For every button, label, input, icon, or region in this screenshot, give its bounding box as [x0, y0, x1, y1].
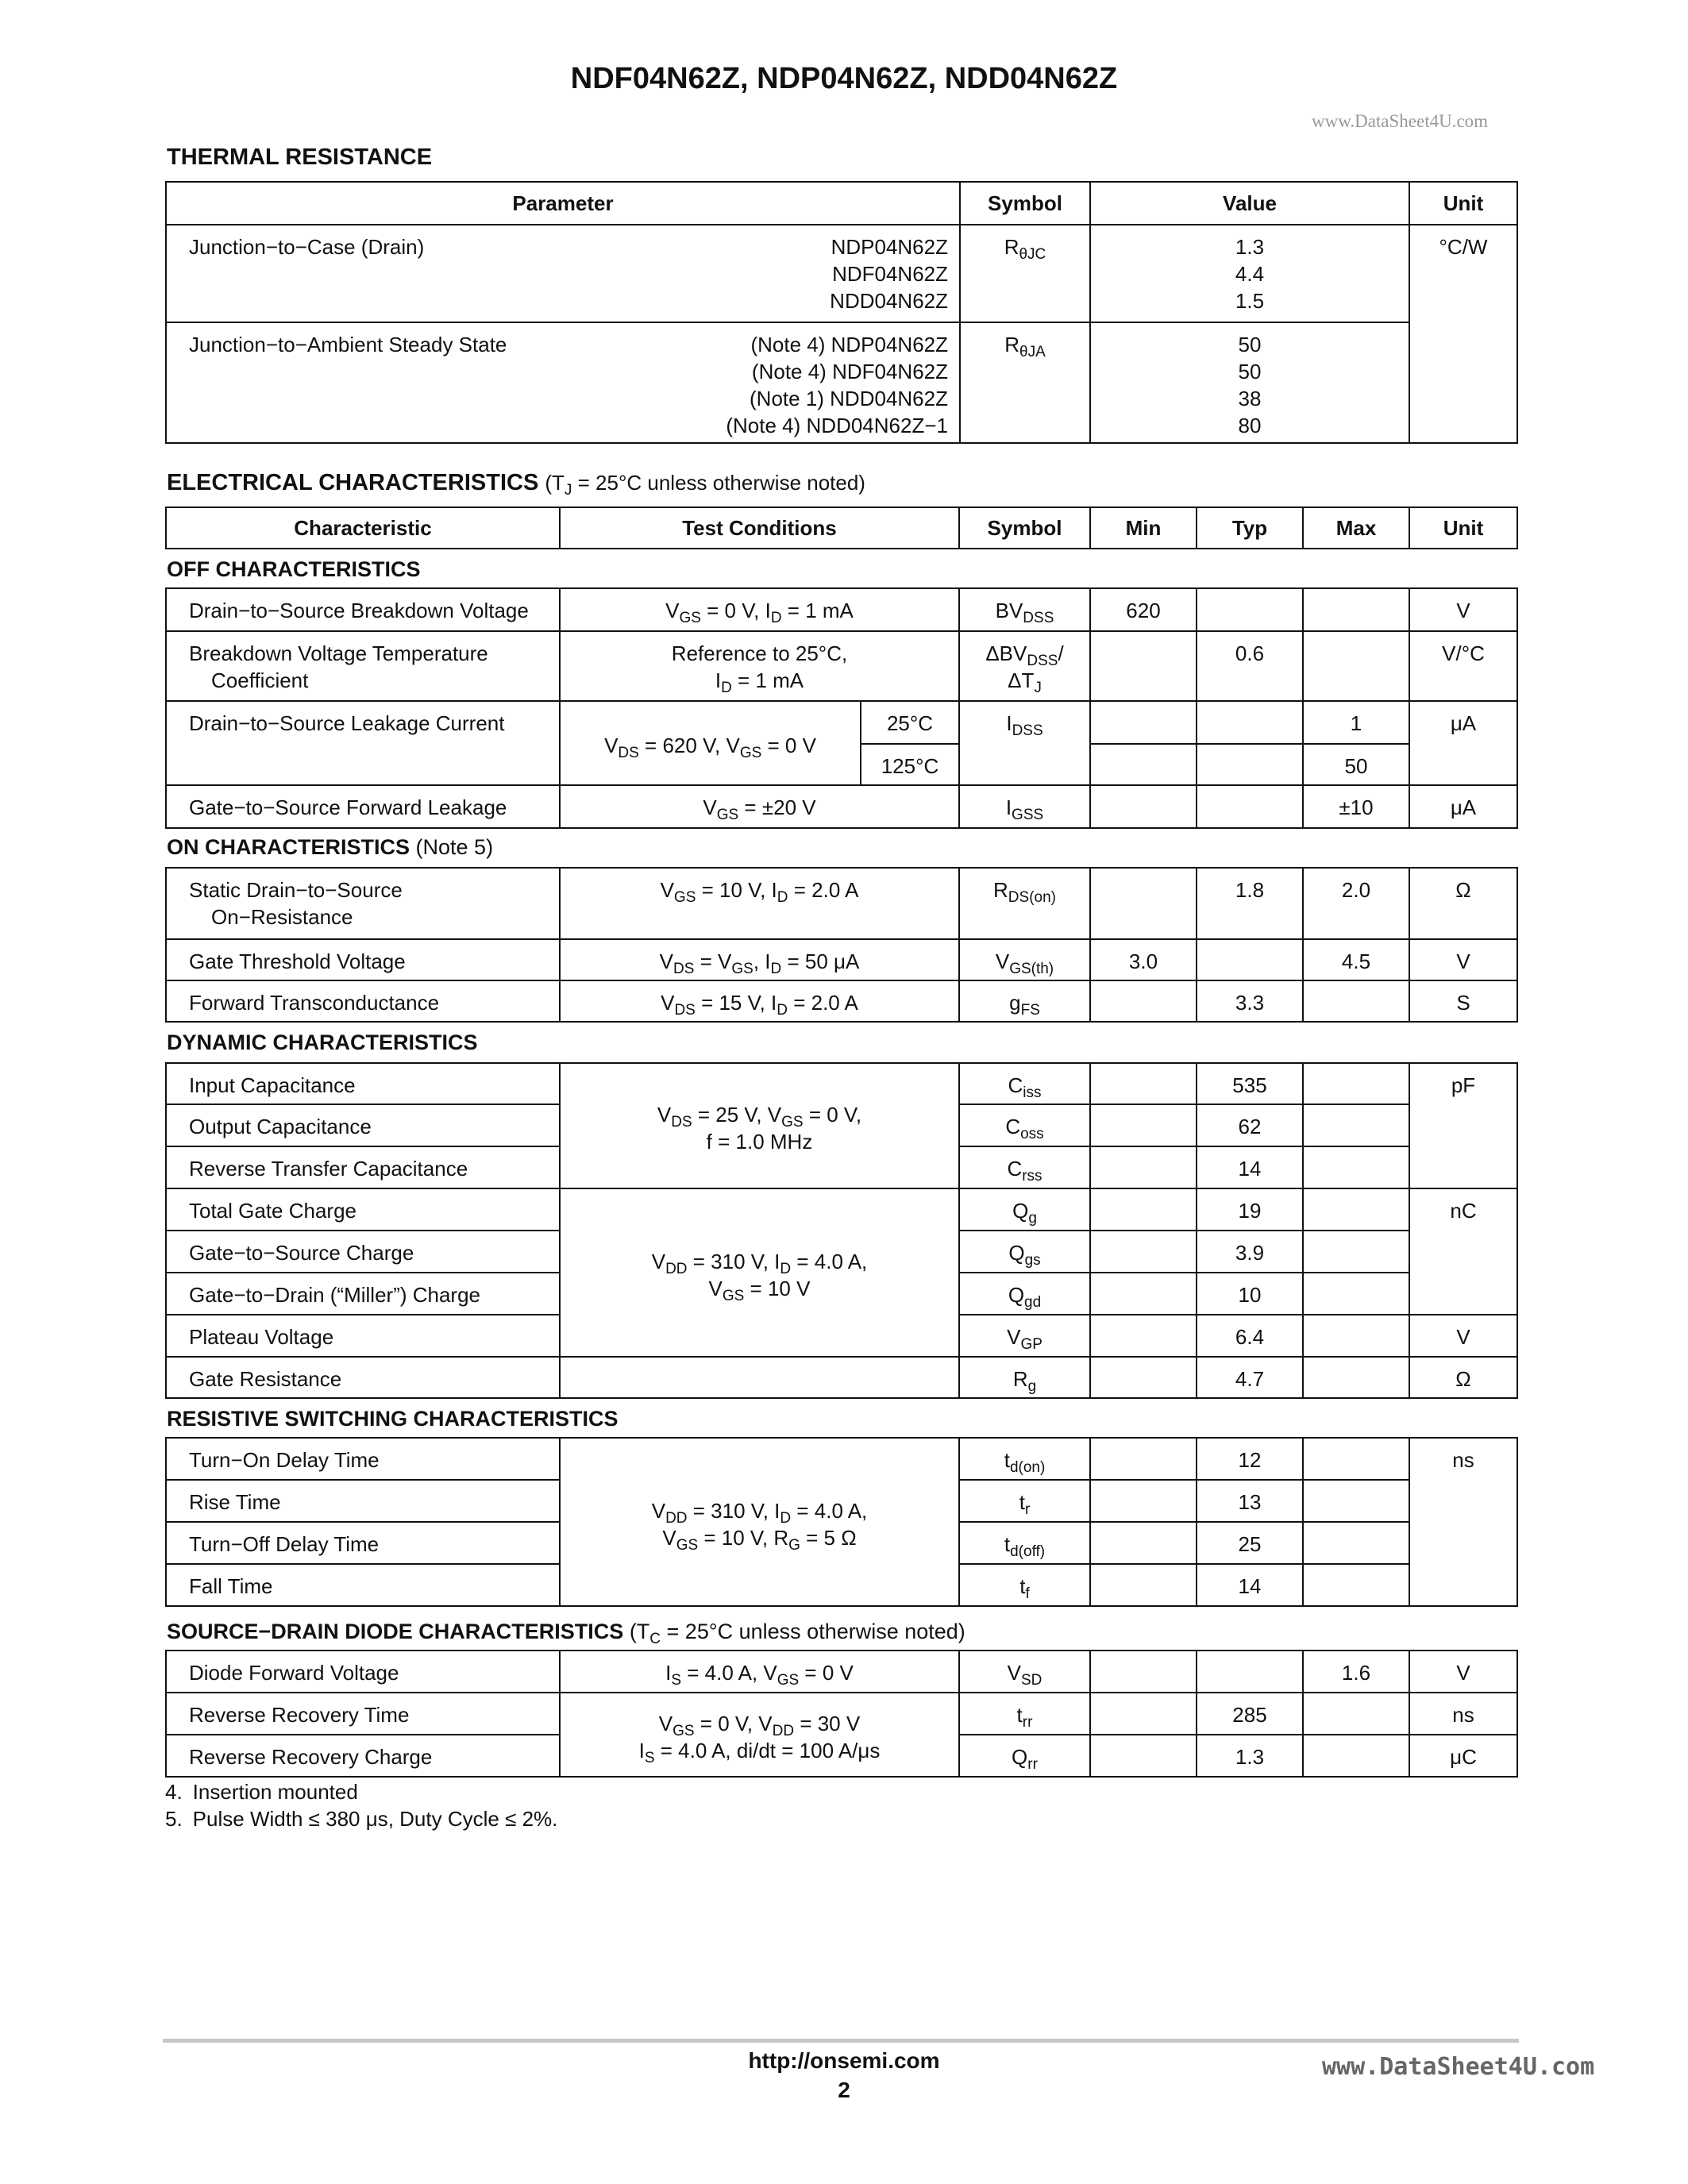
trr-name: Reverse Recovery Time	[166, 1693, 560, 1735]
dynamic-characteristics-title: DYNAMIC CHARACTERISTICS	[167, 1030, 478, 1054]
vth-max: 4.5	[1303, 939, 1409, 980]
off-table	[165, 587, 1518, 829]
electrical-title: ELECTRICAL CHARACTERISTICS ($T_J = 25^\circ C$ unless otherwise noted)	[167, 470, 865, 499]
vth-name: Gate Threshold Voltage	[166, 939, 560, 980]
leak-test: $V_{DS} = 620$ V, $V_{GS} = 0$ V	[560, 701, 861, 785]
ciss-symbol: $C_{iss}$	[959, 1063, 1090, 1104]
tdon-typ: 12	[1197, 1438, 1303, 1480]
vth-symbol: $V_{GS(th)}$	[959, 939, 1090, 980]
qgs-symbol: $Q_{gs}$	[959, 1231, 1090, 1273]
param-jc: Junction−to−Case (Drain)	[189, 235, 425, 259]
vth-unit: V	[1409, 939, 1517, 980]
thermal-row-ja	[166, 322, 1517, 443]
vgp-typ: 6.4	[1197, 1315, 1303, 1357]
value: 4.4	[1235, 262, 1265, 286]
q-unit: nC	[1409, 1188, 1517, 1315]
bv-name: Drain−to−Source Breakdown Voltage	[166, 588, 560, 631]
switching-table	[165, 1437, 1518, 1607]
leak-name: Drain−to−Source Leakage Current	[166, 701, 560, 785]
leak-max-25: 1	[1303, 701, 1409, 744]
rr-test: $V_{GS} = 0$ V, $V_{DD} = 30$ V $I_S = 4.0$ A, di/dt = 100 A/μs	[560, 1693, 959, 1777]
th-symbol: Symbol	[959, 507, 1090, 549]
on-table	[165, 867, 1518, 1023]
leak-temp-125: 125°C	[861, 744, 959, 785]
tf-typ: 14	[1197, 1564, 1303, 1606]
rg-name: Gate Resistance	[166, 1357, 560, 1398]
watermark-top: www.DataSheet4U.com	[1312, 111, 1489, 131]
source-drain-table	[165, 1650, 1518, 1778]
th-value: Value	[1090, 182, 1409, 225]
value: 80	[1238, 414, 1262, 437]
rds-name-2: On−Resistance	[211, 905, 353, 929]
document-title: NDF04N62Z, NDP04N62Z, NDD04N62Z	[570, 62, 1118, 95]
value: 50	[1238, 333, 1262, 356]
th-unit: Unit	[1409, 507, 1517, 549]
tf-symbol: $t_f$	[959, 1564, 1090, 1606]
ciss-name: Input Capacitance	[166, 1063, 560, 1104]
q-test: $V_{DD} = 310$ V, $I_D = 4.0$ A, $V_{GS} = 10$ V	[560, 1188, 959, 1357]
dynamic-table	[165, 1062, 1518, 1399]
sw-unit: ns	[1409, 1438, 1517, 1606]
leak-unit: μA	[1409, 701, 1517, 785]
bv-test: $V_{GS} = 0$ V, $I_D = 1$ mA	[560, 588, 959, 631]
gfs-test: $V_{DS} = 15$ V, $I_D = 2.0$ A	[560, 980, 959, 1022]
tr-name: Rise Time	[166, 1480, 560, 1522]
tr-typ: 13	[1197, 1480, 1303, 1522]
gss-symbol: $I_{GSS}$	[959, 785, 1090, 828]
switching-characteristics-title: RESISTIVE SWITCHING CHARACTERISTICS	[167, 1407, 619, 1431]
qgs-typ: 3.9	[1197, 1231, 1303, 1273]
tc-test: Reference to 25°C, $I_D = 1$ mA	[560, 631, 959, 701]
qgd-name: Gate−to−Drain (“Miller”) Charge	[166, 1273, 560, 1315]
watermark-bottom: www.DataSheet4U.com	[1322, 2053, 1595, 2081]
vsd-max: 1.6	[1303, 1651, 1409, 1693]
device: NDP04N62Z	[831, 235, 948, 259]
coss-typ: 62	[1197, 1104, 1303, 1146]
rds-max: 2.0	[1303, 868, 1409, 939]
sw-test: $V_{DD} = 310$ V, $I_D = 4.0$ A, $V_{GS} = 10$ V, $R_G = 5$ Ω	[560, 1438, 959, 1606]
tdon-name: Turn−On Delay Time	[166, 1438, 560, 1480]
th-typ: Typ	[1197, 507, 1303, 549]
rds-symbol: $R_{DS(on)}$	[959, 868, 1090, 939]
th-max: Max	[1303, 507, 1409, 549]
thermal-unit: °C/W	[1409, 225, 1517, 443]
rds-test: $V_{GS} = 10$ V, $I_D = 2.0$ A	[560, 868, 959, 939]
th-test-conditions: Test Conditions	[560, 507, 959, 549]
param-ja: Junction−to−Ambient Steady State	[189, 333, 507, 356]
vth-min: 3.0	[1090, 939, 1197, 980]
tc-symbol: $\Delta BV_{DSS}/$ $\Delta T_J$	[959, 631, 1090, 701]
qrr-name: Reverse Recovery Charge	[166, 1735, 560, 1777]
device: (Note 4) NDF04N62Z	[751, 360, 948, 383]
qgs-name: Gate−to−Source Charge	[166, 1231, 560, 1273]
footer-url[interactable]: http://onsemi.com	[748, 2048, 940, 2073]
rds-unit: Ω	[1409, 868, 1517, 939]
qg-symbol: $Q_g$	[959, 1188, 1090, 1231]
tc-typ: 0.6	[1197, 631, 1303, 701]
qgd-symbol: $Q_{gd}$	[959, 1273, 1090, 1315]
th-characteristic: Characteristic	[166, 507, 560, 549]
vgp-name: Plateau Voltage	[166, 1315, 560, 1357]
crss-symbol: $C_{rss}$	[959, 1146, 1090, 1188]
crss-typ: 14	[1197, 1146, 1303, 1188]
gss-test: $V_{GS} = \pm 20$ V	[560, 785, 959, 828]
cap-test: $V_{DS} = 25$ V, $V_{GS} = 0$ V, f = 1.0 MHz	[560, 1063, 959, 1188]
qrr-unit: μC	[1409, 1735, 1517, 1777]
trr-symbol: $t_{rr}$	[959, 1693, 1090, 1735]
cap-unit: pF	[1409, 1063, 1517, 1188]
rg-unit: Ω	[1409, 1357, 1517, 1398]
vgp-unit: V	[1409, 1315, 1517, 1357]
rds-name: Static Drain−to−Source	[189, 878, 403, 902]
th-min: Min	[1090, 507, 1197, 549]
device: NDD04N62Z	[830, 289, 948, 313]
on-characteristics-title: ON CHARACTERISTICS (Note 5)	[167, 835, 494, 859]
qrr-symbol: $Q_{rr}$	[959, 1735, 1090, 1777]
vsd-name: Diode Forward Voltage	[166, 1651, 560, 1693]
th-symbol: Symbol	[960, 182, 1090, 225]
tdon-symbol: $t_{d(on)}$	[959, 1438, 1090, 1480]
thermal-row-jc	[166, 225, 1517, 322]
qg-name: Total Gate Charge	[166, 1188, 560, 1231]
vgp-symbol: $V_{GP}$	[959, 1315, 1090, 1357]
gfs-unit: S	[1409, 980, 1517, 1022]
trr-unit: ns	[1409, 1693, 1517, 1735]
tdoff-name: Turn−Off Delay Time	[166, 1522, 560, 1564]
tc-name: Breakdown Voltage Temperature	[189, 641, 488, 665]
page-number: 2	[838, 2078, 850, 2102]
leak-temp-25: 25°C	[861, 701, 959, 744]
device: (Note 4) NDD04N62Z−1	[726, 414, 948, 437]
tdoff-typ: 25	[1197, 1522, 1303, 1564]
source-drain-characteristics-title: SOURCE−DRAIN DIODE CHARACTERISTICS ($T_C = 25^\circ C$ unless otherwise noted)	[167, 1620, 965, 1647]
crss-name: Reverse Transfer Capacitance	[166, 1146, 560, 1188]
value: 1.5	[1235, 289, 1265, 313]
coss-symbol: $C_{oss}$	[959, 1104, 1090, 1146]
bv-symbol: $BV_{DSS}$	[959, 588, 1090, 631]
electrical-header-table	[165, 507, 1518, 549]
tdoff-symbol: $t_{d(off)}$	[959, 1522, 1090, 1564]
device: (Note 1) NDD04N62Z	[750, 387, 948, 410]
tc-unit: V/°C	[1409, 631, 1517, 701]
tc-name-2: Coefficient	[211, 668, 309, 692]
ciss-typ: 535	[1197, 1063, 1303, 1104]
vth-test: $V_{DS} = V_{GS}$, $I_D = 50$ μA	[560, 939, 959, 980]
th-parameter: Parameter	[166, 182, 960, 225]
device: NDF04N62Z	[832, 262, 948, 286]
gss-unit: μA	[1409, 785, 1517, 828]
footer-rule	[163, 2039, 1519, 2043]
device: (Note 4) NDP04N62Z	[750, 333, 948, 356]
gfs-name: Forward Transconductance	[166, 980, 560, 1022]
coss-name: Output Capacitance	[166, 1104, 560, 1146]
trr-typ: 285	[1197, 1693, 1303, 1735]
gfs-symbol: $g_{FS}$	[959, 980, 1090, 1022]
tf-name: Fall Time	[166, 1564, 560, 1606]
vsd-unit: V	[1409, 1651, 1517, 1693]
tr-symbol: $t_r$	[959, 1480, 1090, 1522]
qrr-typ: 1.3	[1197, 1735, 1303, 1777]
gss-max: ±10	[1303, 785, 1409, 828]
qg-typ: 19	[1197, 1188, 1303, 1231]
symbol-rja: $R_{\theta JA}$	[960, 322, 1090, 443]
rds-typ: 1.8	[1197, 868, 1303, 939]
thermal-table	[165, 181, 1518, 444]
qgd-typ: 10	[1197, 1273, 1303, 1315]
rg-typ: 4.7	[1197, 1357, 1303, 1398]
rg-symbol: $R_g$	[959, 1357, 1090, 1398]
gss-name: Gate−to−Source Forward Leakage	[166, 785, 560, 828]
th-unit: Unit	[1409, 182, 1517, 225]
bv-unit: V	[1409, 588, 1517, 631]
symbol-rjc: $R_{\theta JC}$	[960, 225, 1090, 322]
off-characteristics-title: OFF CHARACTERISTICS	[167, 557, 421, 581]
gfs-typ: 3.3	[1197, 980, 1303, 1022]
bv-min: 620	[1090, 588, 1197, 631]
thermal-title: THERMAL RESISTANCE	[167, 144, 433, 170]
value: 38	[1238, 387, 1262, 410]
leak-symbol: $I_{DSS}$	[959, 701, 1090, 785]
vsd-test: $I_S = 4.0$ A, $V_{GS} = 0$ V	[560, 1651, 959, 1693]
value: 1.3	[1235, 235, 1265, 259]
leak-max-125: 50	[1303, 744, 1409, 785]
footnote-4: 4. Insertion mounted	[165, 1780, 358, 1804]
footnote-5: 5. Pulse Width ≤ 380 μs, Duty Cycle ≤ 2%.	[165, 1807, 558, 1831]
value: 50	[1238, 360, 1262, 383]
footnotes	[165, 1778, 557, 1832]
vsd-symbol: $V_{SD}$	[959, 1651, 1090, 1693]
